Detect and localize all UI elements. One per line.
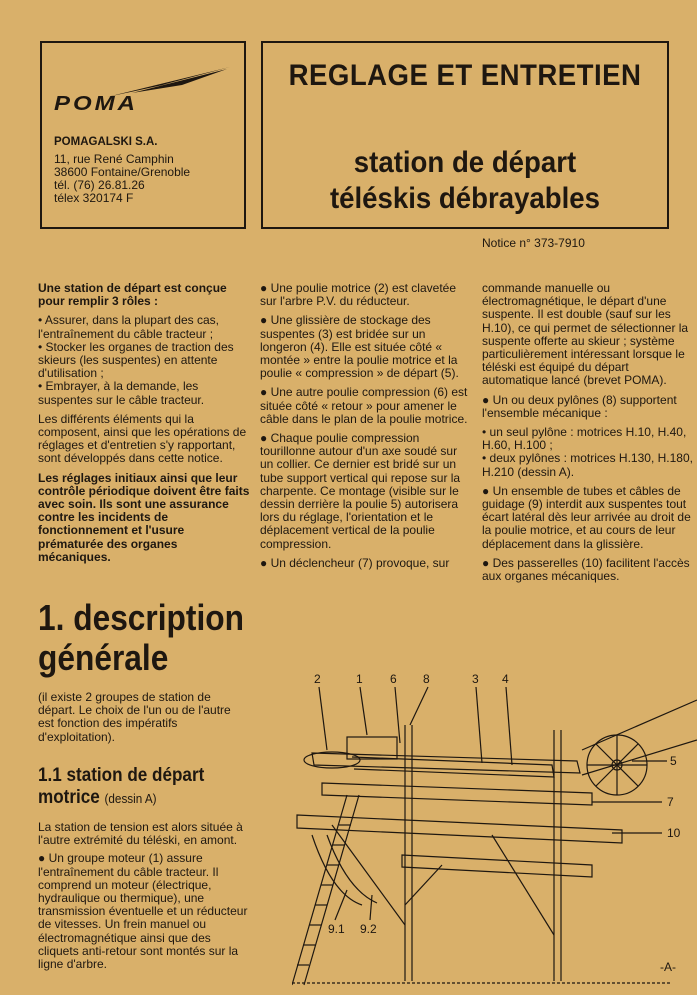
page-title: REGLAGE ET ENTRETIEN	[288, 59, 642, 92]
paragraph: ● Un déclencheur (7) provoque, sur	[260, 555, 450, 570]
bold-paragraph: Les réglages initiaux ainsi que leur contrôle périodique doivent être faits avec soin. Ils sont une assurance contre les incidents de fonctionnement et l'usure prématurée des organes mécaniques.	[38, 470, 250, 564]
bullet-item: • Assurer, dans la plupart des cas, l'entraînement du câble tracteur ;	[38, 313, 219, 341]
column-2	[260, 282, 470, 576]
paragraph: ● Un groupe moteur (1) assure l'entraînement du câble tracteur. Il comprend un moteur (électrique, hydraulique ou thermique), une transmission éventuelle et un réducteur de vitesses. Un frein manuel ou électromagnétique ainsi que des cliquets anti-retour sont montés sur la ligne d'arbre.	[38, 851, 248, 972]
drawing-label: 7	[667, 795, 674, 809]
heading-line: 1. description	[38, 597, 244, 638]
heading-line: motrice	[38, 787, 100, 808]
paragraph: ● Une poulie motrice (2) est clavetée sur l'arbre P.V. du réducteur.	[260, 281, 457, 309]
heading-line: 1.1 station de départ	[38, 765, 205, 786]
drawing-label: 8	[423, 672, 430, 686]
bullet-item: • Embrayer, à la demande, les suspentes sur le câble tracteur.	[38, 379, 205, 407]
paragraph: ● Une glissière de stockage des suspentes (3) est bridée sur un longeron (4). Elle est située côté « montée » entre la poulie motrice et la poulie « compression » de départ (5).	[260, 313, 459, 381]
page-subtitle	[279, 145, 651, 217]
drawing-label: 2	[314, 672, 321, 686]
drawing-label: 3	[472, 672, 479, 686]
section-heading	[38, 598, 244, 678]
bullet-item: • Stocker les organes de traction des skieurs (les suspentes) en attente d'utilisation ;	[38, 339, 234, 381]
heading-note: (dessin A)	[104, 791, 157, 806]
paragraph: ● Des passerelles (10) facilitent l'accès aux organes mécaniques.	[482, 555, 690, 584]
paragraph: ● Chaque poulie compression tourillonne autour d'un axe soudé sur un collier. Ce dernier est bridé sur un tube support vertical qui repose sur la charpente. Ce montage (visible sur le dessin derrière la poulie 5) autorisera lors du réglage, l'orientation et le déplacement vertical de la poulie compression.	[260, 431, 461, 551]
company-address	[54, 153, 190, 205]
subtitle-line: station de départ	[353, 146, 577, 179]
logo-brand: POMA	[54, 92, 138, 116]
drawing-label: 6	[390, 672, 397, 686]
intro-text: Une station de départ est conçue pour remplir 3 rôles :	[38, 281, 227, 309]
drawing-label: 9.2	[360, 922, 377, 936]
subtitle-line: téléskis débrayables	[329, 182, 601, 215]
section-intro: (il existe 2 groupes de station de départ. Le choix de l'un ou de l'autre est fonction des impératifs d'exploitation).	[38, 690, 231, 744]
paragraph: La station de tension est alors située à l'autre extrémité du téléski, en amont.	[38, 820, 243, 848]
column-1	[38, 282, 250, 570]
paragraph: commande manuelle ou électromagnétique, le départ d'une suspente. Il est double (sauf sur les H.10), ce qui permet de sélectionner la suspente offerte au skieur ; système particulièrement intéressant lorsque le téléski est équipé du départ automatique lancé (brevet POMA).	[482, 281, 689, 388]
company-name: POMAGALSKI S.A.	[54, 136, 158, 148]
subsection-heading	[38, 765, 204, 810]
paragraph: Les différents éléments qui la composent, ainsi que les opérations de réglages et d'entretien s'y rapportant, sont développés dans cette notice.	[38, 411, 247, 466]
title-box	[261, 41, 669, 229]
logo-box	[40, 41, 246, 229]
drawing-label: 10	[667, 826, 681, 840]
paragraph: ● Une autre poulie compression (6) est située côté « retour » pour amener le câble dans le plan de la poulie motrice.	[260, 385, 468, 426]
paragraph: ● Un ou deux pylônes (8) supportent l'ensemble mécanique :	[482, 392, 677, 420]
drawing-caption: -A-	[660, 960, 676, 974]
notice-number: Notice n° 373-7910	[482, 236, 585, 250]
subsection-body	[38, 821, 250, 976]
drawing-label: 9.1	[328, 922, 345, 936]
address-line: tél. (76) 26.81.26	[54, 178, 145, 192]
address-line: 38600 Fontaine/Grenoble	[54, 165, 191, 179]
drawing-label: 4	[502, 672, 509, 686]
paragraph: ● Un ensemble de tubes et câbles de guidage (9) interdit aux suspentes tout écart latéral dès leur arrivée au droit de la poulie motrice, et au cours de leur déplacement dans la glissière.	[482, 483, 691, 551]
column-3	[482, 282, 694, 589]
address-line: télex 320174 F	[54, 191, 134, 205]
bullet-item: • deux pylônes : motrices H.130, H.180, H.210 (dessin A).	[482, 451, 693, 479]
drawing-label: 1	[356, 672, 363, 686]
drawing-label: 5	[670, 754, 677, 768]
heading-line: générale	[38, 637, 169, 678]
address-line: 11, rue René Camphin	[54, 152, 174, 166]
station-drawing	[292, 665, 697, 987]
bullet-item: • un seul pylône : motrices H.10, H.40, H.60, H.100 ;	[482, 425, 687, 453]
